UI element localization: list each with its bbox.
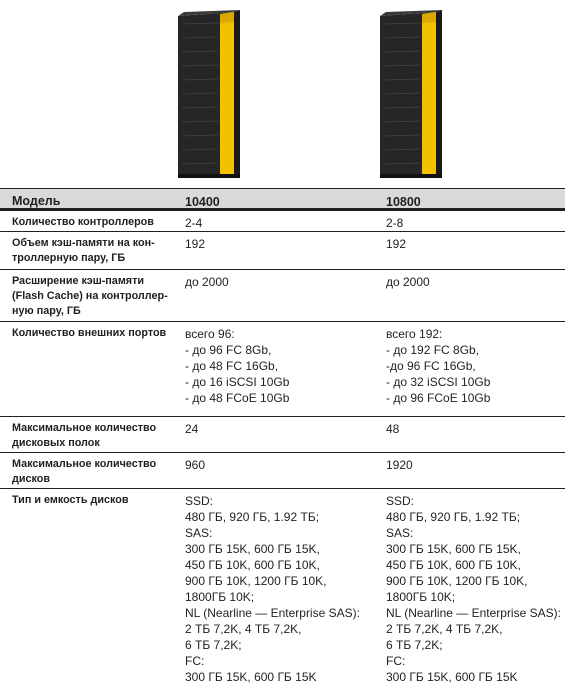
row-flash-cache xyxy=(0,269,565,321)
row-label: Количество внешних портов xyxy=(12,327,167,339)
value-10800: 48 xyxy=(386,422,400,436)
value-10400: всего 96: - до 96 FC 8Gb, - до 48 FC 16Gb, - до 16 iSCSI 10Gb - до 48 FCoE 10Gb xyxy=(185,327,290,405)
value-10400: 960 xyxy=(185,458,206,472)
row-label: Расширение кэш-памяти (Flash Cache) на контроллер- ную пару, ГБ xyxy=(12,275,168,317)
row-controllers xyxy=(0,210,565,231)
row-cache xyxy=(0,231,565,269)
value-10800: 192 xyxy=(386,237,407,251)
value-10400: 2-4 xyxy=(185,216,203,230)
row-disk-shelves xyxy=(0,416,565,452)
spec-table xyxy=(0,188,565,684)
value-10800: 1920 xyxy=(386,458,413,472)
storage-rack-image-10800 xyxy=(372,10,452,182)
value-10800: всего 192: - до 192 FC 8Gb, -до 96 FC 16Gb, - до 32 iSCSI 10Gb - до 96 FCoE 10Gb xyxy=(386,327,491,405)
row-external-ports xyxy=(0,321,565,416)
storage-rack-image-10400 xyxy=(170,10,250,182)
row-label: Максимальное количество дисковых полок xyxy=(12,422,157,449)
value-10400: до 2000 xyxy=(185,275,229,289)
product-images xyxy=(0,0,565,185)
table-header-row xyxy=(0,188,565,210)
value-10400: 24 xyxy=(185,422,199,436)
header-model-10800: 10800 xyxy=(386,195,421,209)
header-model-label: Модель xyxy=(12,194,61,208)
row-disk-types xyxy=(0,488,565,684)
value-10800: 2-8 xyxy=(386,216,404,230)
value-10800: до 2000 xyxy=(386,275,430,289)
value-10800: SSD: 480 ГБ, 920 ГБ, 1.92 ТБ; SAS: 300 ГБ 15K, 600 ГБ 15K, 450 ГБ 10K, 600 ГБ 10K, 900 ГБ 10K, 1200 ГБ 10K, 1800ГБ 10K; NL (Nearline — Enterprise SAS): 2 ТБ 7,2K, 4 ТБ 7,2K, 6 ТБ 7,2K; FC: 300 ГБ 15K, 600 ГБ 15K xyxy=(386,494,561,684)
row-max-disks xyxy=(0,452,565,488)
value-10400: 192 xyxy=(185,237,206,251)
row-label: Тип и емкость дисков xyxy=(12,494,129,506)
value-10400: SSD: 480 ГБ, 920 ГБ, 1.92 ТБ; SAS: 300 ГБ 15K, 600 ГБ 15K, 450 ГБ 10K, 600 ГБ 10K, 900 ГБ 10K, 1200 ГБ 10K, 1800ГБ 10K; NL (Nearline — Enterprise SAS): 2 ТБ 7,2K, 4 ТБ 7,2K, 6 ТБ 7,2K; FC: 300 ГБ 15K, 600 ГБ 15K xyxy=(185,494,360,684)
row-label: Максимальное количество дисков xyxy=(12,458,157,485)
header-model-10400: 10400 xyxy=(185,195,220,209)
row-label: Объем кэш-памяти на кон- троллерную пару, ГБ xyxy=(12,237,155,264)
row-label: Количество контроллеров xyxy=(12,216,154,228)
